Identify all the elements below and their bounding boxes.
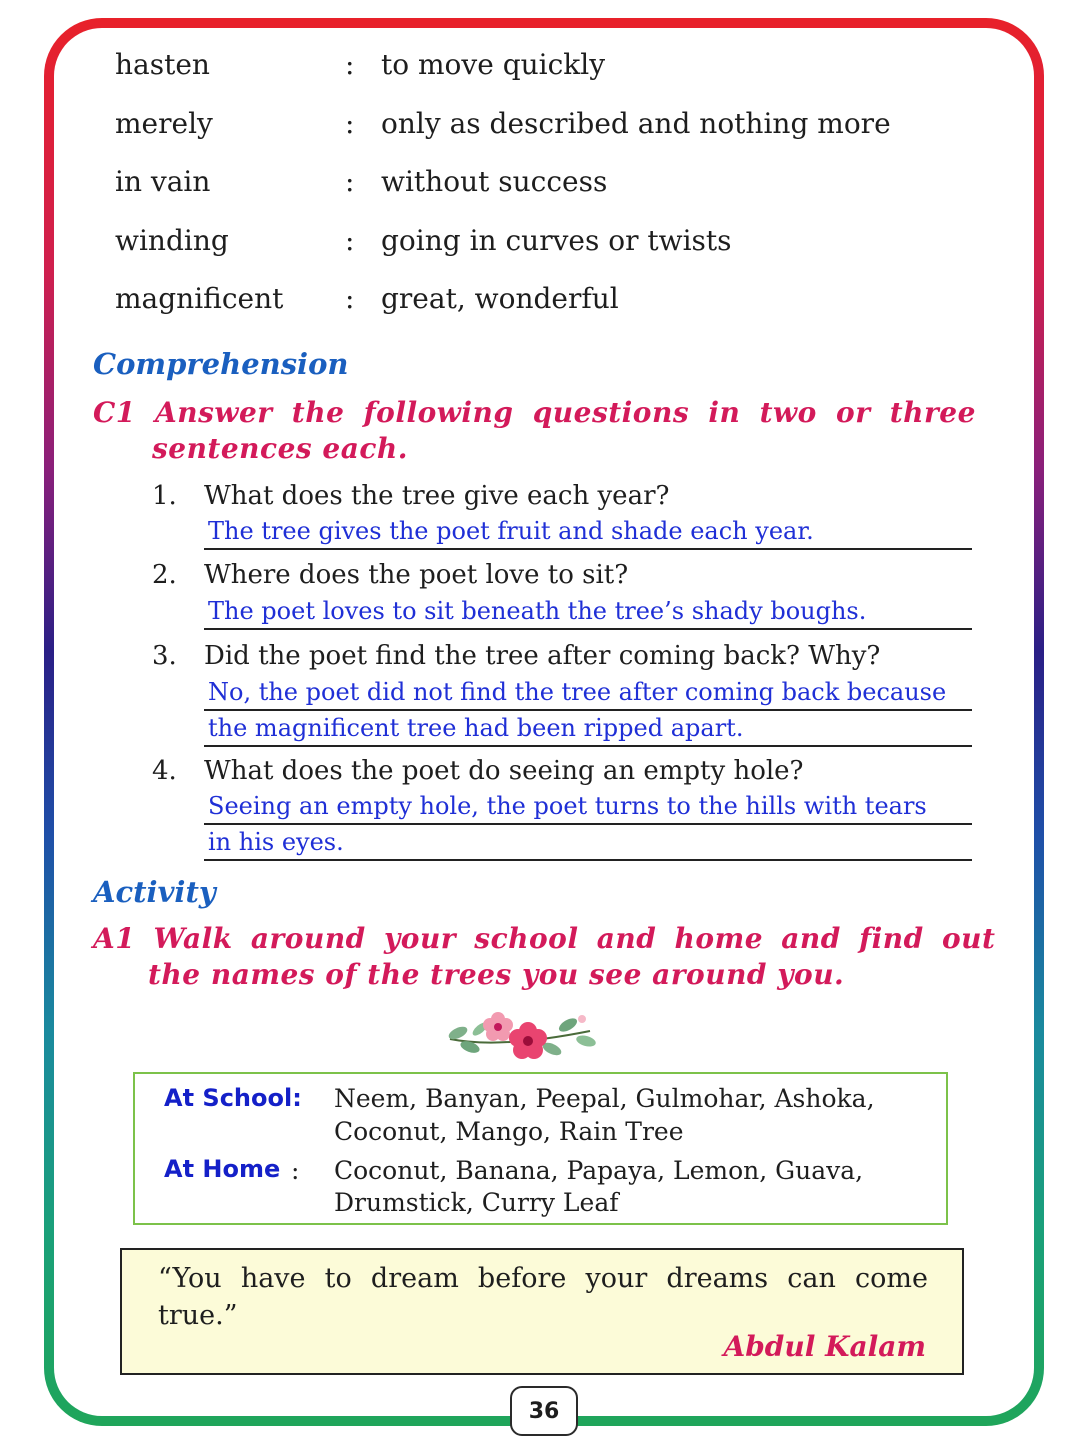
at-home-colon: : <box>291 1156 300 1185</box>
quote-text: “You have to dream before your dreams can come true.” <box>158 1263 928 1331</box>
glossary-definition: only as described and nothing more <box>381 107 891 140</box>
at-school-trees-line: Neem, Banyan, Peepal, Gulmohar, Ashoka, <box>334 1084 875 1113</box>
answer-line: No, the poet did not find the tree after coming back because <box>204 677 972 711</box>
comprehension-task-line1: C1 Answer the following questions in two or three <box>93 396 976 429</box>
glossary-definition: to move quickly <box>381 48 606 81</box>
at-school-label: At School: <box>164 1084 302 1112</box>
glossary-definition: great, wonderful <box>381 282 619 315</box>
glossary-word: magnificent <box>115 282 284 315</box>
question-text: Did the poet find the tree after coming back? Why? <box>204 641 881 671</box>
comprehension-task-line2: sentences each. <box>152 432 409 465</box>
at-home-trees-line: Coconut, Banana, Papaya, Lemon, Guava, <box>334 1156 864 1185</box>
activity-task-line1: A1 Walk around your school and home and find out <box>93 922 996 955</box>
glossary-word: winding <box>115 224 229 257</box>
activity-task-line2: the names of the trees you see around you. <box>148 958 845 991</box>
comprehension-heading: Comprehension <box>93 347 349 381</box>
answer-line: The poet loves to sit beneath the tree’s shady boughs. <box>204 596 972 630</box>
glossary-definition: without success <box>381 165 608 198</box>
quote-author: Abdul Kalam <box>723 1330 926 1363</box>
answer-line: the magnificent tree had been ripped apart. <box>204 713 972 747</box>
activity-heading: Activity <box>93 875 216 909</box>
glossary-colon: : <box>345 224 355 257</box>
at-home-label: At Home <box>164 1155 281 1183</box>
glossary-word: in vain <box>115 165 211 198</box>
answer-line: in his eyes. <box>204 827 972 861</box>
glossary-word: hasten <box>115 48 210 81</box>
quote-box <box>120 1248 964 1375</box>
trees-answer-box <box>133 1072 948 1225</box>
at-school-trees-line: Coconut, Mango, Rain Tree <box>334 1117 684 1146</box>
question-number: 1. <box>152 481 177 511</box>
answer-line: Seeing an empty hole, the poet turns to the hills with tears <box>204 791 972 825</box>
answer-line: The tree gives the poet fruit and shade each year. <box>204 516 972 550</box>
question-text: What does the poet do seeing an empty hole? <box>204 756 804 786</box>
question-text: Where does the poet love to sit? <box>204 560 629 590</box>
glossary-colon: : <box>345 282 355 315</box>
glossary-colon: : <box>345 165 355 198</box>
glossary-definition: going in curves or twists <box>381 224 732 257</box>
question-number: 2. <box>152 560 177 590</box>
glossary-word: merely <box>115 107 213 140</box>
glossary-colon: : <box>345 48 355 81</box>
glossary-colon: : <box>345 107 355 140</box>
question-number: 3. <box>152 641 177 671</box>
flower-decoration-icon <box>440 1005 600 1067</box>
at-home-trees-line: Drumstick, Curry Leaf <box>334 1188 619 1217</box>
question-number: 4. <box>152 756 177 786</box>
question-text: What does the tree give each year? <box>204 481 670 511</box>
page-number: 36 <box>510 1386 578 1436</box>
